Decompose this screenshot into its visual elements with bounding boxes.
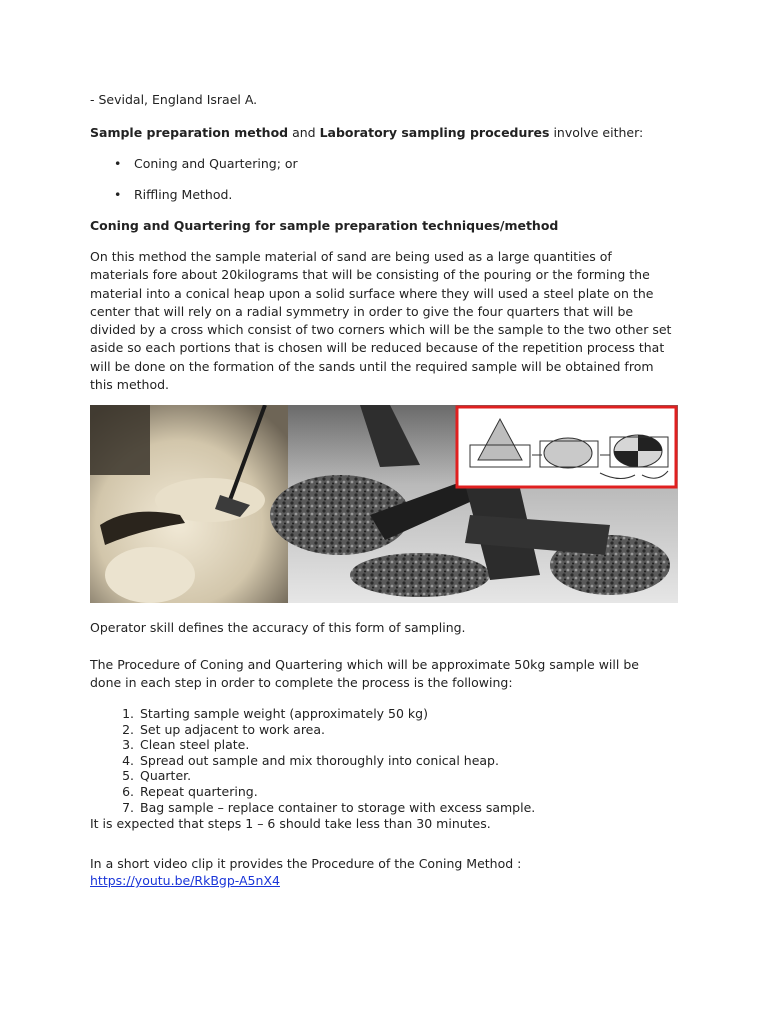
step-number: 6. [122,783,134,799]
paragraph-line: On this method the sample material of sand are being used as a large quantities of [90,249,612,264]
step-item [90,784,535,800]
paragraph-line: materials fore about 20kilograms that will be consisting of the pouring or the forming the [90,267,650,283]
step-text: Spread out sample and mix thoroughly into conical heap. [140,752,499,768]
step-number: 3. [122,737,134,753]
procedure-steps-list [90,706,535,815]
step-number: 7. [122,799,134,815]
intro-mid: and [288,125,320,140]
paragraph-line: will be done on the formation of the sands until the required sample will be obtained from [90,358,654,374]
step-item [90,800,535,816]
coning-quartering-photo [90,405,678,603]
section-heading: Coning and Quartering for sample preparation techniques/method [90,218,559,233]
method-paragraph [90,248,682,394]
step-text: Repeat quartering. [140,783,258,799]
bullet-dot: • [114,156,122,171]
bullet-text: Riffling Method. [134,187,233,202]
paragraph-line: material into a conical heap upon a solid surface where they will used a steel plate on the [90,285,654,301]
step-number: 2. [122,721,134,737]
procedure-intro-line: done in each step in order to complete the process is the following: [90,674,513,690]
operator-note: Operator skill defines the accuracy of this form of sampling. [90,620,466,635]
time-note: It is expected that steps 1 – 6 should take less than 30 minutes. [90,816,491,831]
step-text: Clean steel plate. [140,737,250,753]
step-item [90,737,535,753]
paragraph-line: this method. [90,377,170,393]
step-number: 1. [122,706,134,721]
intro-end: involve either: [549,125,644,140]
paragraph-line: aside so each portions that is chosen will be reduced because of the repetition process that [90,340,665,356]
video-text: In a short video clip it provides the Procedure of the Coning Method : [90,856,522,871]
step-text: Bag sample – replace container to storage with excess sample. [140,799,536,815]
step-number: 5. [122,768,134,784]
bullet-dot: • [114,187,122,202]
step-text: Quarter. [140,768,192,784]
procedure-intro-line: The Procedure of Coning and Quartering which will be approximate 50kg sample will be [90,657,639,672]
step-text: Starting sample weight (approximately 50 kg) [140,706,428,721]
paragraph-line: center that will rely on a radial symmetry in order to give the four quarters that will be [90,303,634,319]
step-item [90,753,535,769]
author-line: - Sevidal, England Israel A. [90,92,258,107]
video-link[interactable]: https://youtu.be/RkBgp-A5nX4 [90,873,280,888]
intro-line [90,125,643,140]
bullet-text: Coning and Quartering; or [134,156,298,171]
step-number: 4. [122,752,134,768]
paragraph-line: divided by a cross which consist of two corners which will be the sample to the two other set [90,322,672,338]
step-item [90,768,535,784]
step-item [90,706,535,722]
bullet-item [114,156,298,171]
procedure-intro [90,656,682,691]
photo-illustration [90,405,678,603]
intro-bold-sample-prep: Sample preparation method [90,125,289,140]
bullet-item [114,187,232,202]
step-item [90,722,535,738]
step-text: Set up adjacent to work area. [140,721,326,737]
intro-bold-lab-sampling: Laboratory sampling procedures [319,125,550,140]
